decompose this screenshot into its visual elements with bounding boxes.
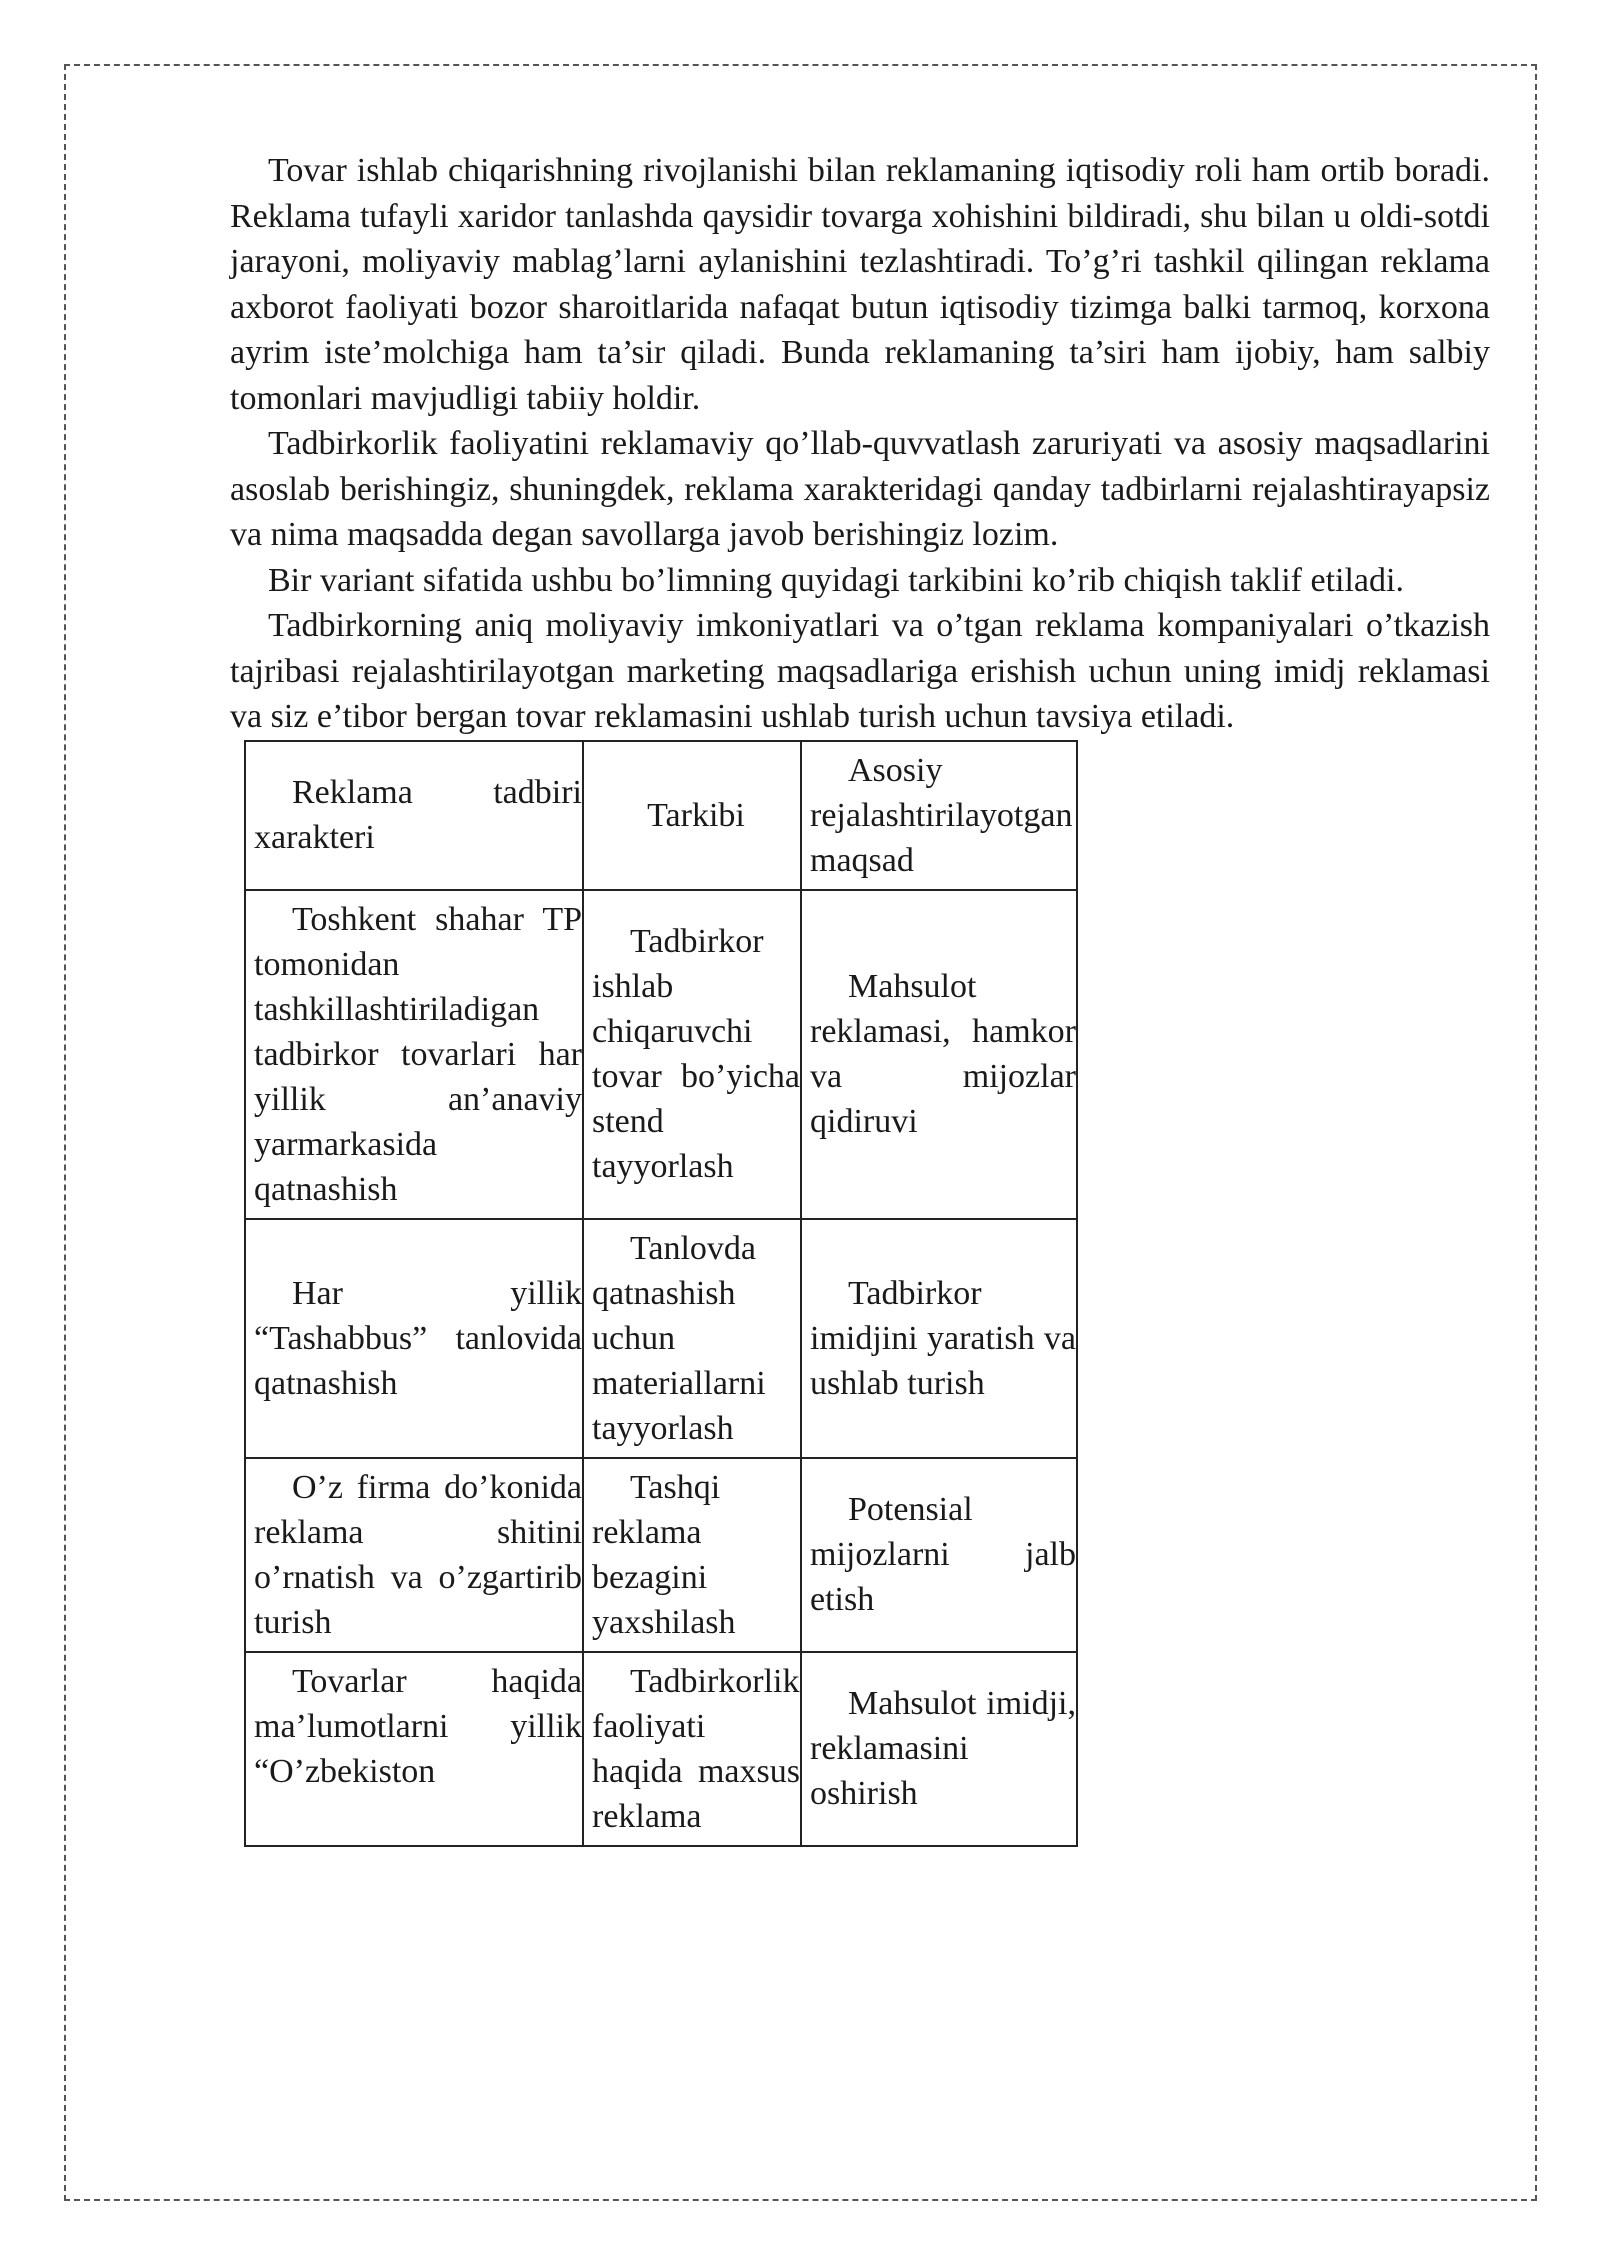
table-row	[245, 1458, 1077, 1652]
table-cell: Toshkent shahar TP tomonidan tashkillashtiriladigan tadbirkor tovarlari har yillik an’anaviy yarmarkasida qatnashish	[245, 890, 583, 1219]
table-row	[245, 1219, 1077, 1458]
table-cell: Tadbirkor ishlab chiqaruvchi tovar bo’yicha stend tayyorlash	[583, 890, 801, 1219]
table-cell: Tadbirkorlik faoliyati haqida maxsus reklama	[583, 1652, 801, 1846]
advertising-plan-table	[244, 740, 1078, 1847]
table-cell: Tovarlar haqida ma’lumotlarni yillik “O’zbekiston	[245, 1652, 583, 1846]
paragraph: Tadbirkorlik faoliyatini reklamaviy qo’llab-quvvatlash zaruriyati va asosiy maqsadlarini asoslab berishingiz, shuningdek, reklama xarakteridagi qanday tadbirlarni rejalashtirayapsiz va nima maqsadda degan savollarga javob berishingiz lozim.	[230, 425, 1490, 553]
table-cell: Mahsulot reklamasi, hamkor va mijozlar qidiruvi	[801, 890, 1077, 1219]
table-header-row	[245, 741, 1077, 890]
table-header-cell: Tarkibi	[583, 741, 801, 890]
table-cell: O’z firma do’konida reklama shitini o’rnatish va o’zgartirib turish	[245, 1458, 583, 1652]
table-cell: Tadbirkor imidjini yaratish va ushlab turish	[801, 1219, 1077, 1458]
table-row	[245, 1652, 1077, 1846]
document-body	[230, 148, 1490, 1847]
paragraph: Tadbirkorning aniq moliyaviy imkoniyatlari va o’tgan reklama kompaniyalari o’tkazish tajribasi rejalashtirilayotgan marketing maqsadlariga erishish uchun uning imidj reklamasi va siz e’tibor bergan tovar reklamasini ushlab turish uchun tavsiya etiladi.	[230, 607, 1490, 735]
table-cell: Mahsulot imidji, reklamasini oshirish	[801, 1652, 1077, 1846]
table-cell: Potensial mijozlarni jalb etish	[801, 1458, 1077, 1652]
table-row	[245, 890, 1077, 1219]
table-header-cell: Reklama tadbiri xarakteri	[245, 741, 583, 890]
table-cell: Tashqi reklama bezagini yaxshilash	[583, 1458, 801, 1652]
table-cell: Tanlovda qatnashish uchun materiallarni tayyorlash	[583, 1219, 801, 1458]
table-cell: Har yillik “Tashabbus” tanlovida qatnashish	[245, 1219, 583, 1458]
table-header-cell: Asosiy rejalashtirilayotgan maqsad	[801, 741, 1077, 890]
paragraph: Tovar ishlab chiqarishning rivojlanishi bilan reklamaning iqtisodiy roli ham ortib boradi. Reklama tufayli xaridor tanlashda qaysidir tovarga xohishini bildiradi, shu bilan u oldi-sotdi jarayoni, moliyaviy mablag’larni aylanishini tezlashtiradi. To’g’ri tashkil qilingan reklama axborot faoliyati bozor sharoitlarida nafaqat butun iqtisodiy tizimga balki tarmoq, korxona ayrim iste’molchiga ham ta’sir qiladi. Bunda reklamaning ta’siri ham ijobiy, ham salbiy tomonlari mavjudligi tabiiy holdir.	[230, 152, 1490, 417]
paragraph: Bir variant sifatida ushbu bo’limning quyidagi tarkibini ko’rib chiqish taklif etiladi.	[268, 561, 1404, 599]
